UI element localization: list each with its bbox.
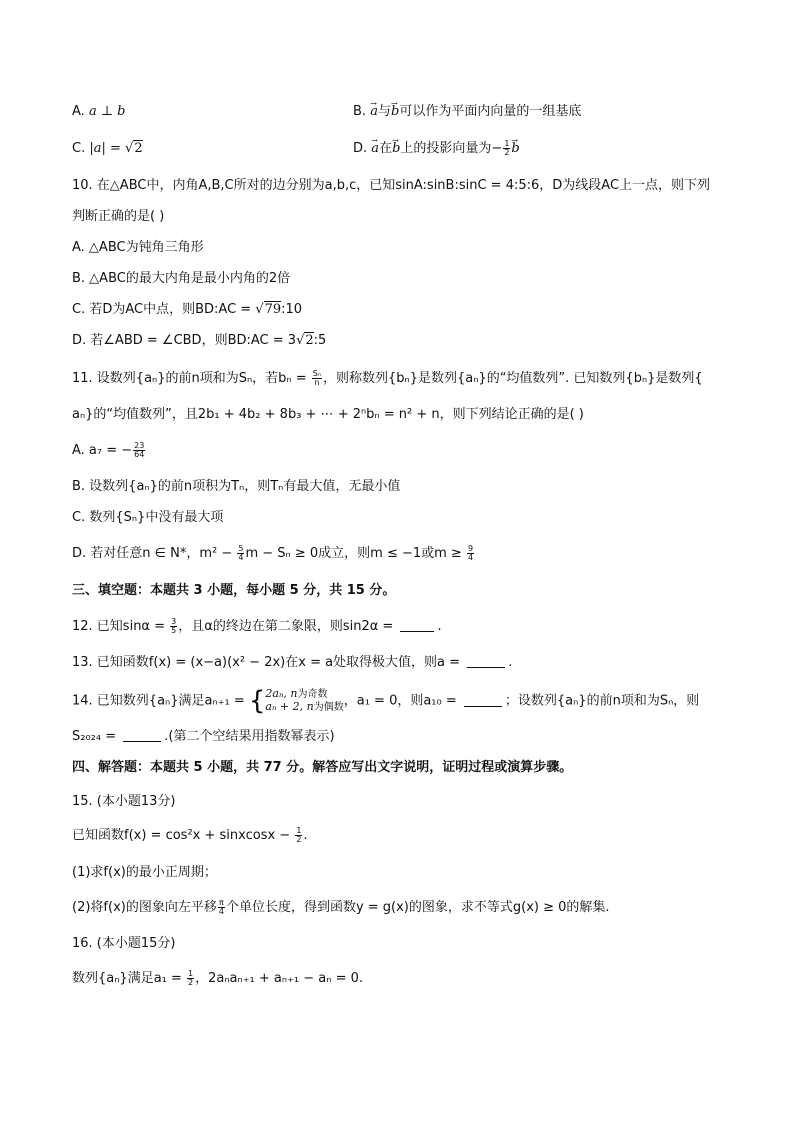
stem-text: ；设数列{aₙ}的前n项和为Sₙ，则 — [504, 693, 700, 709]
option-math: |a| = — [89, 141, 126, 156]
stem-text: (2)将f(x)的图象向左平移 — [72, 900, 217, 915]
left-brace: { — [248, 686, 266, 716]
stem-text: 12. 已知sinα = — [72, 619, 170, 634]
q15-part2 — [72, 899, 610, 917]
q14-stem-line2 — [72, 728, 335, 746]
stem-text: . — [437, 619, 442, 634]
option-label: A. — [72, 104, 85, 119]
piecewise-cases: 2aₙ, n为奇数 aₙ + 2, n为偶数 — [265, 687, 344, 713]
vector-b: → b — [511, 140, 519, 158]
sqrt-value: 2 — [305, 333, 314, 348]
option-text: 可以作为平面内向量的一组基底 — [399, 104, 582, 119]
stem-text: 个单位长度，得到函数y = g(x)的图象，求不等式g(x) ≥ 0的解集. — [225, 900, 610, 915]
q10-option-d: D. 若∠ABD = ∠CBD，则BD:AC = 3√2:5 — [72, 333, 327, 348]
q10-option-b: B. △ABC的最大内角是最小内角的2倍 — [72, 271, 291, 286]
q16-title: 16. (本小题15分) — [72, 936, 176, 951]
q11-stem-line1 — [72, 370, 703, 388]
fraction: $\frac{23}{64}$ — [134, 441, 145, 459]
stem-text: ，a₁ = 0，则a₁₀ = — [343, 693, 461, 709]
vector-a: → a — [371, 140, 379, 158]
fraction: $\frac{9}{4}$ — [467, 544, 474, 562]
sqrt-value: 2 — [134, 141, 143, 156]
section-heading-solution: 四、解答题：本题共 5 小题，共 77 分。解答应写出文字说明，证明过程或演算步骤。 — [72, 760, 573, 775]
q9-option-a — [72, 103, 126, 121]
q11-option-d — [72, 545, 475, 563]
stem-text: . — [508, 655, 513, 670]
option-label: B. — [353, 104, 367, 119]
option-label: D. — [353, 141, 368, 156]
fraction: $\frac{5}{4}$ — [238, 544, 244, 562]
stem-text: S₂₀₂₄ = — [72, 729, 121, 744]
q16-stem — [72, 970, 363, 988]
q15-part1: (1)求f(x)的最小正周期； — [72, 865, 217, 880]
option-text: :5 — [313, 333, 327, 348]
q11-stem-line2: aₙ}的“均值数列”，且2b₁ + 4b₂ + 8b₃ + ⋯ + 2ⁿbₙ = n² + n，则下列结论正确的是( ) — [72, 407, 584, 422]
stem-text: ，则称数列{bₙ}是数列{aₙ}的“均值数列”. 已知数列{bₙ}是数列{ — [323, 371, 703, 386]
stem-text: . — [303, 828, 308, 843]
option-text: 上的投影向量为− — [400, 141, 503, 156]
q9-option-c: C. |a| = √2 — [72, 141, 143, 156]
option-text: D. 若∠ABD = ∠CBD，则BD:AC = 3 — [72, 333, 297, 348]
option-label: C. — [72, 141, 86, 156]
option-text: C. 若D为AC中点，则BD:AC = — [72, 302, 256, 317]
stem-text: 14. 已知数列{aₙ}满足aₙ₊₁ = — [72, 693, 249, 709]
q11-option-c: C. 数列{Sₙ}中没有最大项 — [72, 510, 224, 525]
option-math: a ⊥ b — [88, 104, 126, 119]
option-text: D. 若对任意n ∈ N*，m² − — [72, 546, 237, 561]
q10-stem-line1: 10. 在△ABC中，内角A,B,C所对的边分别为a,b,c，已知sinA:sinB:sinC = 4:5:6，D为线段AC上一点，则下列 — [72, 178, 711, 193]
vector-b: → b — [392, 140, 400, 158]
q14-stem-line1 — [72, 688, 699, 714]
fraction: $\frac{\pi}{4}$ — [218, 898, 224, 916]
stem-text: ，且α的终边在第二象限，则sin2α = — [178, 619, 398, 634]
fraction: $\frac{3}{5}$ — [171, 617, 177, 635]
stem-text: 13. 已知函数f(x) = (x−a)(x² − 2x)在x = a处取得极大值，则a = — [72, 655, 465, 670]
q9-option-b — [353, 103, 581, 121]
q10-stem-line2: 判断正确的是( ) — [72, 209, 165, 224]
option-text: m − Sₙ ≥ 0成立，则m ≤ −1或m ≥ — [245, 546, 466, 561]
stem-text: 数列{aₙ}满足a₁ = — [72, 971, 187, 986]
q10-option-a: A. △ABC为钝角三角形 — [72, 240, 204, 255]
option-text: 与 — [377, 104, 391, 119]
answer-blank[interactable] — [464, 694, 502, 707]
option-text: :10 — [281, 302, 303, 317]
sqrt-value: 79 — [264, 302, 282, 317]
answer-blank[interactable] — [400, 619, 434, 632]
stem-text: .(第二个空结果用指数幂表示) — [164, 729, 335, 744]
q15-title: 15. (本小题13分) — [72, 794, 176, 809]
q11-option-a — [72, 442, 146, 460]
q9-option-d — [353, 140, 520, 158]
vector-b: → b — [391, 103, 399, 121]
fraction: $\frac{\text{Sₙ}}{n}$ — [312, 369, 322, 387]
vector-a: → a — [370, 103, 378, 121]
answer-blank[interactable] — [123, 729, 161, 742]
stem-text: 11. 设数列{aₙ}的前n项和为Sₙ，若bₙ = — [72, 371, 311, 386]
q15-stem — [72, 827, 308, 845]
fraction: $\frac{1}{2}$ — [296, 826, 302, 844]
fraction: $\frac{1}{2}$ — [188, 969, 194, 987]
section-heading-fill-blank: 三、填空题：本题共 3 小题，每小题 5 分，共 15 分。 — [72, 583, 396, 598]
stem-text: 已知函数f(x) = cos²x + sinxcosx − — [72, 828, 295, 843]
q10-option-c: C. 若D为AC中点，则BD:AC = √79:10 — [72, 302, 303, 317]
option-text: 在 — [379, 141, 393, 156]
answer-blank[interactable] — [467, 655, 505, 668]
fraction: $\frac{1}{2}$ — [504, 139, 510, 157]
q11-option-b: B. 设数列{aₙ}的前n项积为Tₙ，则Tₙ有最大值，无最小值 — [72, 479, 401, 494]
option-text: A. a₇ = − — [72, 443, 133, 458]
q13-stem — [72, 654, 512, 672]
q12-stem — [72, 618, 442, 636]
stem-text: ，2aₙaₙ₊₁ + aₙ₊₁ − aₙ = 0. — [195, 971, 364, 986]
